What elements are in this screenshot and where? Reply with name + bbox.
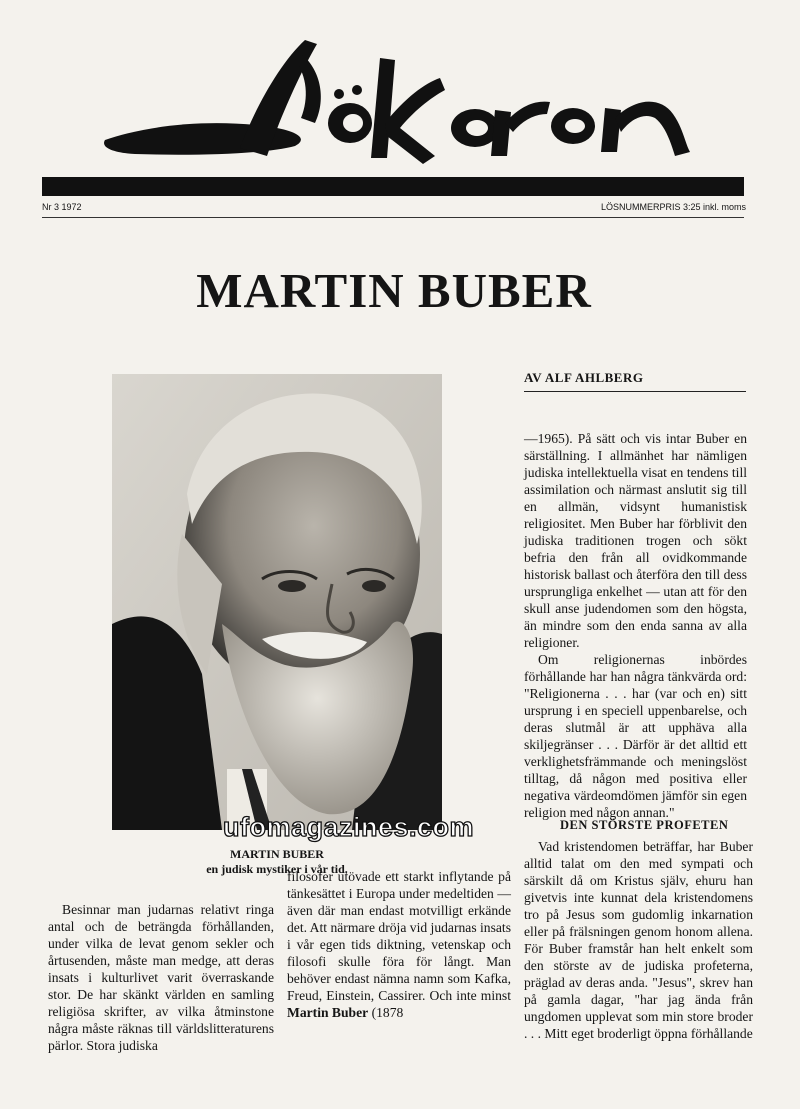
watermark-text: ufomagazines.com [223, 812, 475, 842]
section-subhead: DEN STÖRSTE PROFETEN [560, 818, 729, 832]
article-headline: MARTIN BUBER [196, 263, 592, 318]
photo-caption-name: MARTIN BUBER [230, 847, 324, 861]
paragraph: —1965). På sätt och vis intar Buber en särställning. I allmänhet har nämligen judiska intellektuella visat en tendens till assimilation och närmast anslutit sig till en allmän, vidsynt humanistisk religiositet. Men Buber har förblivit den judiska traditionen trogen och sökt befria den från all ovidkommande historisk ballast och återföra den till dess ursprungliga enkelhet — utan att för den skull anse judendomen som den högsta, än mindre som den enda sanna av alla religioner. [524, 431, 747, 650]
article-column-right [524, 430, 747, 821]
masthead-logo [95, 28, 695, 178]
paragraph [287, 868, 511, 1021]
paragraph: Besinnar man judarnas relativt ringa antal och de beträngda förhållanden, under vilka de levat genom sekler och årtusenden, måste man medge, att deras insats i kulturlivet varit överraskande stor. De har skänkt världen en samling religiösa skrifter, av vilka åtminstone några måste räknas till världslitteraturens pärlor. Stora judiska [48, 902, 274, 1053]
paragraph: Om religionernas inbördes förhållande har han några tänkvärda ord: "Religionerna . . . har (var och en) sitt ursprung i en speciell uppenbarelse, och deras slutmål är att upphäva alla skiljegränser . . . Därför är det alltid ett verklighetsfrämmande och meningslöst tilltag, då någon med positiva eller negativa värdeomdömen jämför sin egen religion med någon annan." [524, 652, 747, 820]
byline-rule [524, 391, 746, 392]
photo-caption: en judisk mystiker i vår tid. [206, 862, 348, 876]
portrait-photo [112, 374, 442, 830]
header-bar [42, 177, 744, 196]
header-rule [42, 217, 744, 218]
issue-number: Nr 3 1972 [42, 202, 82, 212]
paragraph-text: filosofer utövade ett starkt inflytande på tänkesättet i Europa under medeltiden — även där man endast motvilligt erkände det. Att närmare dröja vid judarnas insats i vår egen tids diktning, vetenskap och filosofi skulle föra för långt. Man behöver endast nämna namn som Kafka, Freud, Einstein, Cassirer. Och inte minst [287, 869, 511, 1003]
article-column-middle [287, 868, 511, 1021]
article-column-right-continued [524, 838, 753, 1042]
paragraph: Vad kristendomen beträffar, har Buber alltid talat om den med sympati och särskilt då om Kristus själv, ehuru han givetvis inte kunnat dela kristendomens tro på Jesus som gudomlig inkarnation eller på frälsningen genom honom allena. För Buber framstår han helt enkelt som den störste av de judiska profeterna, präglad av deras anda. "Jesus", skrev han på gamla dagar, "har jag ända från ungdomen upplevat som min store broder . . . Mitt eget broderligt öppna förhållande [524, 839, 753, 1041]
article-column-left [48, 901, 274, 1054]
byline: AV ALF AHLBERG [524, 370, 644, 385]
price-label: LÖSNUMMERPRIS 3:25 inkl. moms [600, 202, 746, 212]
paragraph-text: (1878 [368, 1005, 404, 1020]
person-name: Martin Buber [287, 1005, 369, 1020]
